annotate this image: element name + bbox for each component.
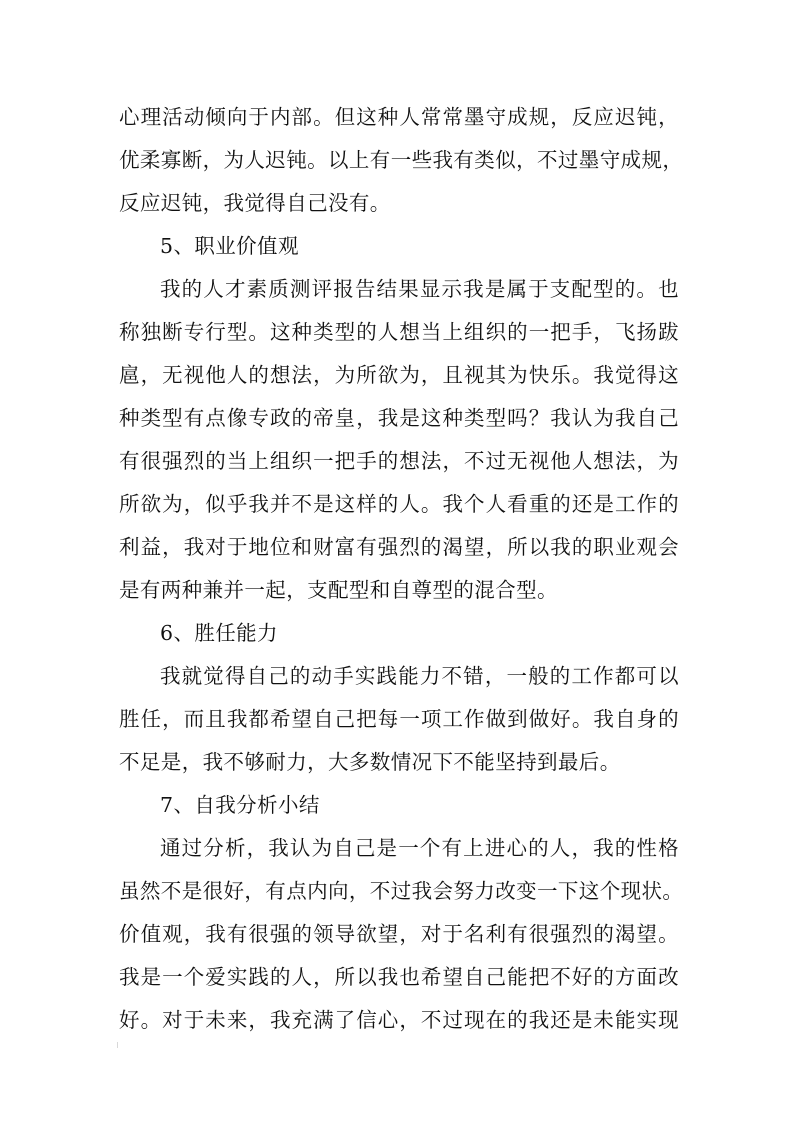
section-heading-7: 7、自我分析小结 [160, 793, 320, 817]
paragraph-line: 优柔寡断，为人迟钝。以上有一些我有类似，不过墨守成规， [119, 148, 684, 172]
paragraph-line: 利益，我对于地位和财富有强烈的渴望，所以我的职业观会 [119, 535, 679, 559]
section-heading-5: 5、职业价值观 [160, 234, 299, 258]
paragraph-line: 通过分析，我认为自己是一个有上进心的人，我的性格 [160, 836, 679, 860]
paragraph-line: 不足是，我不够耐力，大多数情况下不能坚持到最后。 [119, 750, 621, 774]
paragraph-line: 所欲为，似乎我并不是这样的人。我个人看重的还是工作的 [119, 492, 679, 516]
paragraph-line: 反应迟钝，我觉得自己没有。 [119, 191, 391, 215]
paragraph-line: 是有两种兼并一起，支配型和自尊型的混合型。 [119, 578, 558, 602]
section-heading-6: 6、胜任能力 [160, 621, 278, 645]
paragraph-line: 扈，无视他人的想法，为所欲为，且视其为快乐。我觉得这 [119, 363, 679, 387]
paragraph-line: 胜任，而且我都希望自己把每一项工作做到做好。我自身的 [119, 707, 679, 731]
paragraph-line: 价值观，我有很强的领导欲望，对于名利有很强烈的渴望。 [119, 922, 679, 946]
paragraph-line: 有很强烈的当上组织一把手的想法，不过无视他人想法，为 [119, 449, 679, 473]
paragraph-line: 称独断专行型。这种类型的人想当上组织的一把手，飞扬跋 [119, 320, 679, 344]
paragraph-line: 我就觉得自己的动手实践能力不错，一般的工作都可以 [160, 664, 679, 688]
paragraph-line: 我的人才素质测评报告结果显示我是属于支配型的。也 [160, 277, 679, 301]
paragraph-line: 种类型有点像专政的帝皇，我是这种类型吗？我认为我自己 [119, 406, 679, 430]
paragraph-line: 虽然不是很好，有点内向，不过我会努力改变一下这个现状。 [119, 879, 684, 903]
paragraph-line: 我是一个爱实践的人，所以我也希望自己能把不好的方面改 [119, 965, 679, 989]
page-margin-mark [117, 1042, 118, 1048]
paragraph-line: 心理活动倾向于内部。但这种人常常墨守成规，反应迟钝， [119, 105, 679, 129]
paragraph-line: 好。对于未来，我充满了信心，不过现在的我还是未能实现 [119, 1008, 679, 1032]
